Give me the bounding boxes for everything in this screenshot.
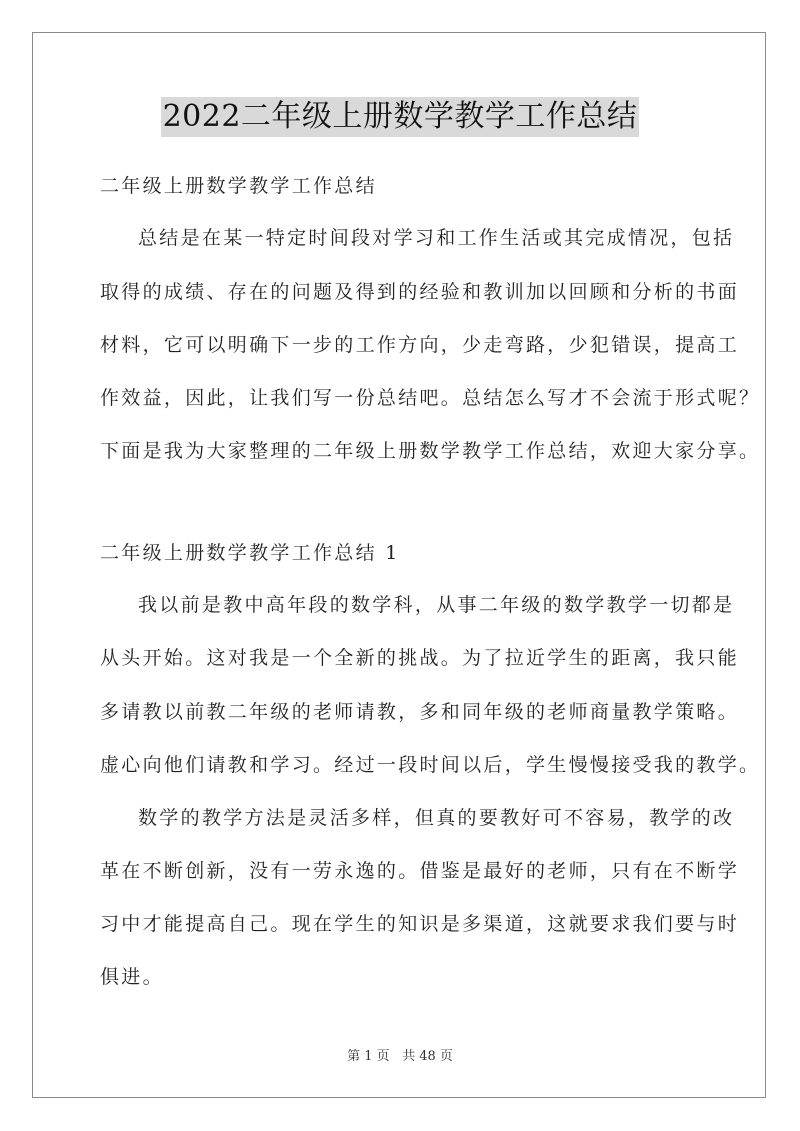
intro-line-5: 下面是我为大家整理的二年级上册数学教学工作总结，欢迎大家分享。 (100, 440, 761, 462)
subtitle: 二年级上册数学教学工作总结 (100, 175, 377, 197)
page-footer (0, 1049, 800, 1065)
paragraph1-line-1: 我以前是教中高年段的数学科，从事二年级的数学教学一切都是 (138, 594, 735, 616)
paragraph1-line-2: 从头开始。这对我是一个全新的挑战。为了拉近学生的距离，我只能 (100, 647, 740, 669)
paragraph2-line-4: 俱进。 (100, 966, 164, 988)
paragraph1-line-4: 虚心向他们请教和学习。经过一段时间以后，学生慢慢接受我的教学。 (100, 754, 761, 776)
paragraph1-line-3: 多请教以前教二年级的老师请教，多和同年级的老师商量教学策略。 (100, 701, 740, 723)
section-heading: 二年级上册数学教学工作总结 1 (100, 542, 400, 564)
page-number: 第 1 页 (347, 1049, 390, 1064)
intro-line-3: 材料，它可以明确下一步的工作方向，少走弯路，少犯错误，提高工 (100, 334, 740, 356)
total-pages: 共 48 页 (402, 1049, 453, 1064)
document-title: 2022二年级上册数学教学工作总结 (161, 97, 640, 137)
paragraph2-line-1: 数学的教学方法是灵活多样，但真的要教好可不容易，教学的改 (138, 807, 735, 829)
intro-line-4: 作效益，因此，让我们写一份总结吧。总结怎么写才不会流于形式呢？ (100, 387, 761, 409)
paragraph2-line-3: 习中才能提高自己。现在学生的知识是多渠道，这就要求我们要与时 (100, 913, 740, 935)
paragraph2-line-2: 革在不断创新，没有一劳永逸的。借鉴是最好的老师，只有在不断学 (100, 860, 740, 882)
intro-line-2: 取得的成绩、存在的问题及得到的经验和教训加以回顾和分析的书面 (100, 281, 740, 303)
title-area (0, 97, 800, 137)
intro-line-1: 总结是在某一特定时间段对学习和工作生活或其完成情况，包括 (138, 227, 735, 249)
